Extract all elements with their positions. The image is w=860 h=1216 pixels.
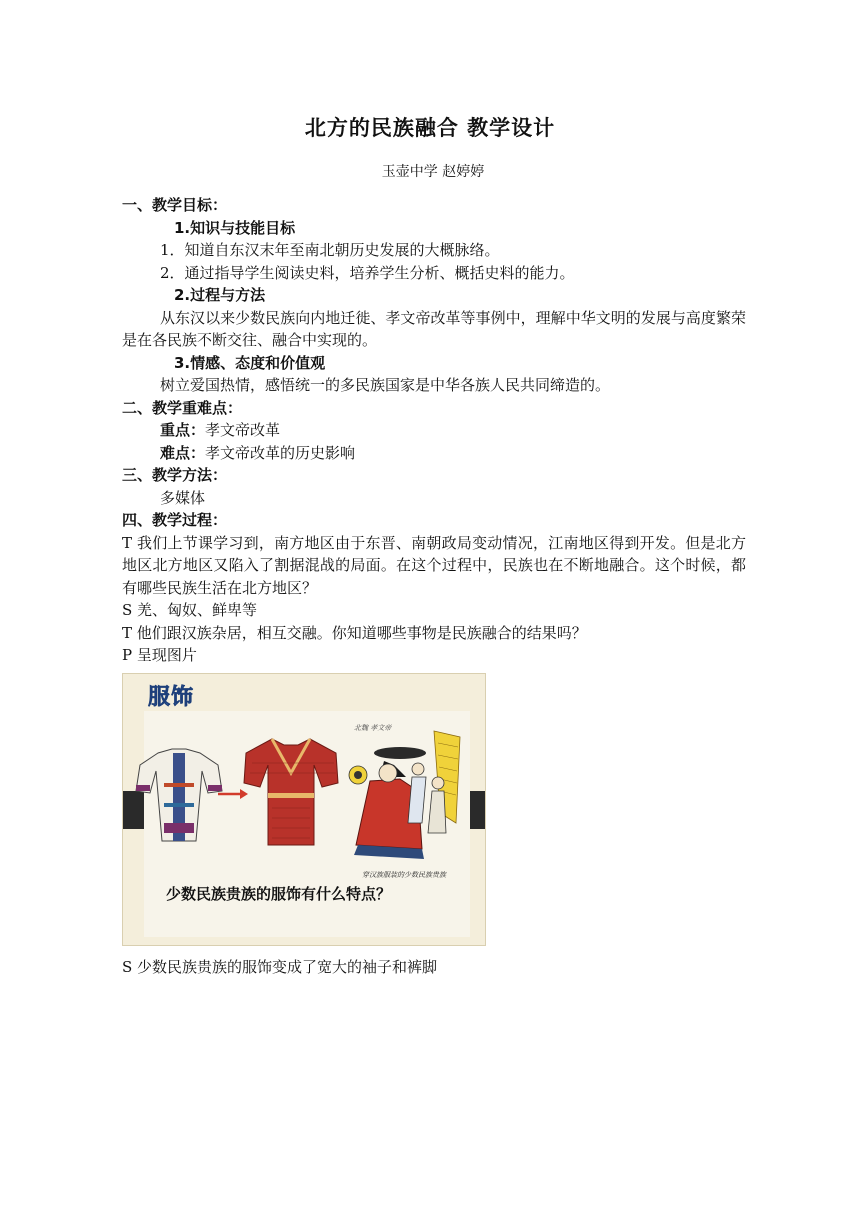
section-heading-process: 四、教学过程： <box>122 511 228 529</box>
section-heading-keypoints: 二、教学重难点： <box>122 398 243 417</box>
key-point-text: 孝文帝改革 <box>205 421 281 439</box>
document-title: 北方的民族融合 教学设计 <box>304 116 556 140</box>
key-point-label: 重点： <box>160 421 206 439</box>
difficult-point-line <box>122 442 746 465</box>
clothing-slide-image <box>122 673 486 946</box>
goal-item-2: 2．通过指导学生阅读史料，培养学生分析、概括史料的能力。 <box>160 263 575 282</box>
slide-question: 少数民族贵族的服饰有什么特点？ <box>166 884 392 903</box>
goal-item-1: 1．知道自东汉末年至南北朝历史发展的大概脉络。 <box>160 241 500 259</box>
slide-caption: 穿汉族服装的少数民族贵族 <box>362 870 446 879</box>
key-point-line <box>122 419 746 442</box>
section-heading-method: 三、教学方法： <box>122 466 228 484</box>
teacher-line-1: T 我们上节课学习到，南方地区由于东晋、南朝政局变动情况，江南地区得到开发。但是北方地区北方地区又陷入了割据混战的局面。在这个过程中，民族也在不断地融合。这个时候，都有哪些民族生活在北方地区？ <box>122 533 746 597</box>
emotion-paragraph: 树立爱国热情，感悟统一的多民族国家是中华各族人民共同缔造的。 <box>160 376 611 394</box>
difficult-point-label: 难点： <box>160 443 206 462</box>
slide-title: 服饰 <box>148 684 195 710</box>
student-line-2: S 少数民族贵族的服饰变成了宽大的袖子和裤脚 <box>122 957 438 976</box>
document-body <box>122 194 746 978</box>
method-text: 多媒体 <box>160 488 206 507</box>
author-line: 玉壶中学 赵婷婷 <box>381 164 485 180</box>
subheading-process: 2.过程与方法 <box>174 286 266 304</box>
teacher-line-2: T 他们跟汉族杂居，相互交融。你知道哪些事物是民族融合的结果吗？ <box>122 623 587 642</box>
student-line-1: S 羌、匈奴、鲜卑等 <box>122 601 258 619</box>
slide-border <box>122 673 486 946</box>
section-heading-goals: 一、教学目标： <box>122 196 228 214</box>
slide-top-text: 北魏 孝文帝 <box>354 723 392 732</box>
process-paragraph: 从东汉以来少数民族向内地迁徙、孝文帝改革等事例中，理解中华文明的发展与高度繁荣是在各民族不断交往、融合中实现的。 <box>122 308 746 349</box>
subheading-knowledge: 1.知识与技能目标 <box>174 218 296 237</box>
difficult-point-text: 孝文帝改革的历史影响 <box>205 443 356 462</box>
subheading-emotion: 3.情感、态度和价值观 <box>174 353 326 372</box>
picture-line: P 呈现图片 <box>122 646 197 664</box>
